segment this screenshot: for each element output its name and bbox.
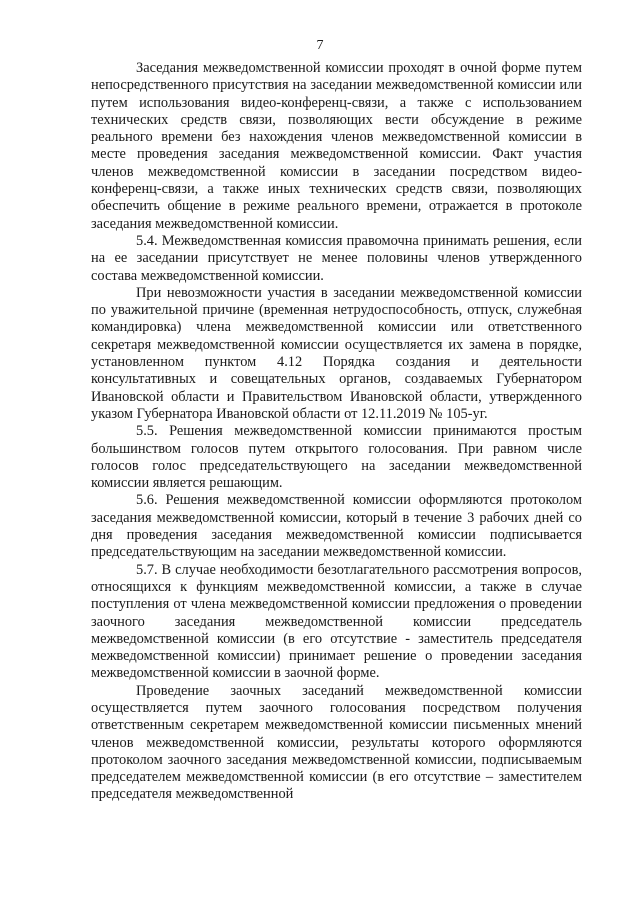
paragraph-5-4-quorum: 5.4. Межведомственная комиссия правомочна принимать решения, если на ее заседании присутствует не менее половины членов утвержденного состава межведомственной комиссии. bbox=[91, 232, 582, 284]
paragraph-absentee-voting: Проведение заочных заседаний межведомственной комиссии осуществляется путем заочного голосования посредством получения ответственным секретарем межведомственной комиссии письменных мнений членов межведомственной комиссии, результаты которого оформляются протоколом заочного заседания межведомственной комиссии, подписываемым председателем межведомственной комиссии (в его отсутствие – заместителем председателя межведомственной bbox=[91, 682, 582, 803]
page-number: 7 bbox=[316, 38, 324, 53]
document-body bbox=[91, 60, 582, 804]
paragraph-member-replacement: При невозможности участия в заседании межведомственной комиссии по уважительной причине (временная нетрудоспособность, отпуск, служебная командировка) члена межведомственной комиссии или ответственного секретаря межведомственной комиссии осуществляется их замена в порядке, установленном пунктом 4.12 Порядка создания и деятельности консультативных и совещательных органов, создаваемых Губернатором Ивановской области и Правительством Ивановской области, утвержденного указом Губернатора Ивановской области от 12.11.2019 № 105-уг. bbox=[91, 284, 582, 422]
paragraph-5-7-absentee-meeting: 5.7. В случае необходимости безотлагательного рассмотрения вопросов, относящихся к функциям межведомственной комиссии, а также в случае поступления от члена межведомственной комиссии предложения о проведении заочного заседания межведомственной комиссии председатель межведомственной комиссии (в его отсутствие - заместитель председателя межведомственной комиссии) принимает решение о проведении заседания межведомственной комиссии в заочной форме. bbox=[91, 561, 582, 682]
paragraph-meeting-format: Заседания межведомственной комиссии проходят в очной форме путем непосредственного присутствия на заседании межведомственной комиссии или путем использования видео-конференц-связи, а также с использованием технических средств связи, позволяющих вести обсуждение в режиме реального времени без нахождения членов межведомственной комиссии в месте проведения заседания межведомственной комиссии. Факт участия членов межведомственной комиссии в заседании посредством видео-конференц-связи, а также иных технических средств связи, позволяющих обеспечить общение в режиме реального времени, отражается в протоколе заседания межведомственной комиссии. bbox=[91, 60, 582, 232]
paragraph-5-5-voting: 5.5. Решения межведомственной комиссии принимаются простым большинством голосов путем открытого голосования. При равном числе голосов голос председательствующего на заседании межведомственной комиссии является решающим. bbox=[91, 423, 582, 492]
paragraph-5-6-protocol: 5.6. Решения межведомственной комиссии оформляются протоколом заседания межведомственной комиссии, который в течение 3 рабочих дней со дня проведения заседания межведомственной комиссии подписывается председательствующим на заседании межведомственной комиссии. bbox=[91, 492, 582, 561]
